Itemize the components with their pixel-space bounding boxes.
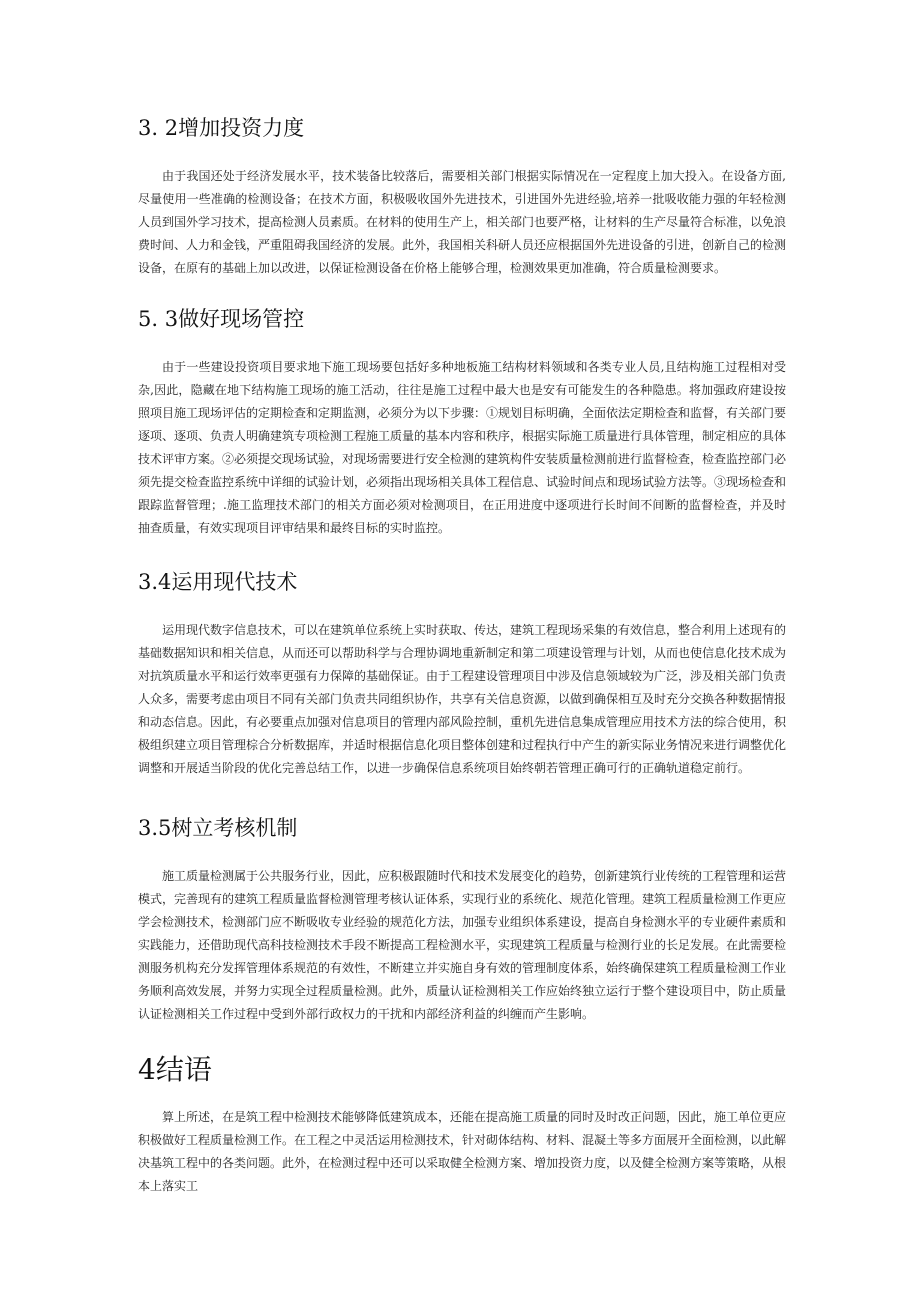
section-heading: 3. 2增加投资力度 [138,116,305,140]
section-paragraph: 算上所述，在是筑工程中检测技术能够降低建筑成本，还能在提高施工质量的同时及时改正问题，因此，施工单位更应积极做好工程质量检测工作。在工程之中灵活运用检测技术，针对砌体结构、材料、混凝土等多方面展开全面检测，以此解决基筑工程中的各类问题。此外，在检测过程中还可以采取健全检测方案、增加投资力度，以及健全检测方案等策略，从根本上落实工 [138,1110,787,1193]
section-paragraph: 由于我国还处于经济发展水平，技术装备比较落后，需要相关部门根据实际情况在一定程度上加大投入。在设备方面,尽量使用一些准确的检测设备；在技术方面，积极吸收国外先进技术，引进国外先进经验,培养一批吸收能力强的年轻检测人员到国外学习技术，提高检测人员素质。在材料的使用生产上，相关部门也要严格，让材料的生产尽量符合标准，以免浪费时间、人力和金钱，严重阻碍我国经济的发展。此外，我国相关科研人员还应根据国外先进设备的引进，创新自己的检测设备，在原有的基础上加以改进，以保证检测设备在价格上能够合理，检测效果更加准确，符合质量检测要求。 [138,169,787,275]
section-3-2 [138,113,786,280]
section-heading: 5. 3做好现场管控 [138,307,305,331]
section-heading: 3.5树立考核机制 [138,816,298,840]
section-3-5 [138,813,786,1026]
section-paragraph: 施工质量检测属于公共服务行业，因此，应积极跟随时代和技术发展变化的趋势，创新建筑行业传统的工程管理和运营模式，完善现有的建筑工程质量监督检测管理考核认证体系，实现行业的系统化、规范化管理。建筑工程质量检测工作更应学会检测技术，检测部门应不断吸收专业经验的规范化方法，加强专业组织体系建设，提高自身检测水平的专业硬件素质和实践能力，还借助现代高科技检测技术手段不断提高工程检测水平，实现建筑工程质量与检测行业的长足发展。在此需要检测服务机构充分发挥管理体系规范的有效性，不断建立并实施自身有效的管理制度体系，始终确保建筑工程质量检测工作业务顺利高效发展，并努力实现全过程质量检测。此外，质量认证检测相关工作应始终独立运行于整个建设项目中，防止质量认证检测相关工作过程中受到外部行政权力的干扰和内部经济利益的纠缠而产生影响。 [138,869,787,1021]
section-4-conclusion [138,1052,786,1198]
section-5-3 [138,304,786,540]
conclusion-heading: 4结语 [138,1053,212,1086]
section-paragraph: 由于一些建设投资项目要求地下施工现场要包括好多种地板施工结构材料领域和各类专业人员,且结构施工过程相对受杂,因此，隐藏在地下结构施工现场的施工活动，往往是施工过程中最大也是安有可能发生的各种隐患。将加强政府建设按照项目施工现场评估的定期检查和定期监测，必须分为以下步骤：①规划目标明确，全面依法定期检查和监督，有关部门要逐项、逐项、负责人明确建筑专项检测工程施工质量的基本内容和秩序，根据实际施工质量进行具体管理，制定相应的具体技术评审方案。②必须提交现场试验，对现场需要进行安全检测的建筑构件安装质量检测前进行监督检查，检查监控部门必须先提交检查监控系统中详细的试验计划，必须指出现场相关具体工程信息、试验时间点和现场试验方法等。③现场检查和跟踪监督管理；.施工监理技术部门的相关方面必须对检测项目，在正用进度中逐项进行长时间不间断的监督检查，并及时抽查质量，有效实现项目评审结果和最终目标的实时监控。 [138,360,787,535]
section-3-4 [138,567,786,780]
section-paragraph: 运用现代数字信息技术，可以在建筑单位系统上实时获取、传达，建筑工程现场采集的有效信息，整合利用上述现有的基础数据知识和相关信息，从而还可以帮助科学与合理协调地重新制定和第二项建设管理与计划，从而也使信息化技术成为对抗筑质量水平和运行效率更强有力保障的基础保证。由于工程建设管理项目中涉及信息领域较为广泛，涉及相关部门负责人众多，需要考虑由项目不同有关部门负责共同组织协作，共享有关信息资源，以做到确保相互及时充分交换各种数据情报和动态信息。因此，有必要重点加强对信息项目的管理内部风险控制，重机先进信息集成管理应用技术方法的综合使用，积极组织建立项目管理棕合分析数据库，并适时根据信息化项目整体创建和过程执行中产生的新实际业务情况来进行调整优化调整和开展适当阶段的优化完善总结工作，以进一步确保信息系统项目始终朝若管理正确可行的正确轨道稳定前行。 [138,623,787,775]
section-heading: 3.4运用现代技术 [138,570,298,594]
